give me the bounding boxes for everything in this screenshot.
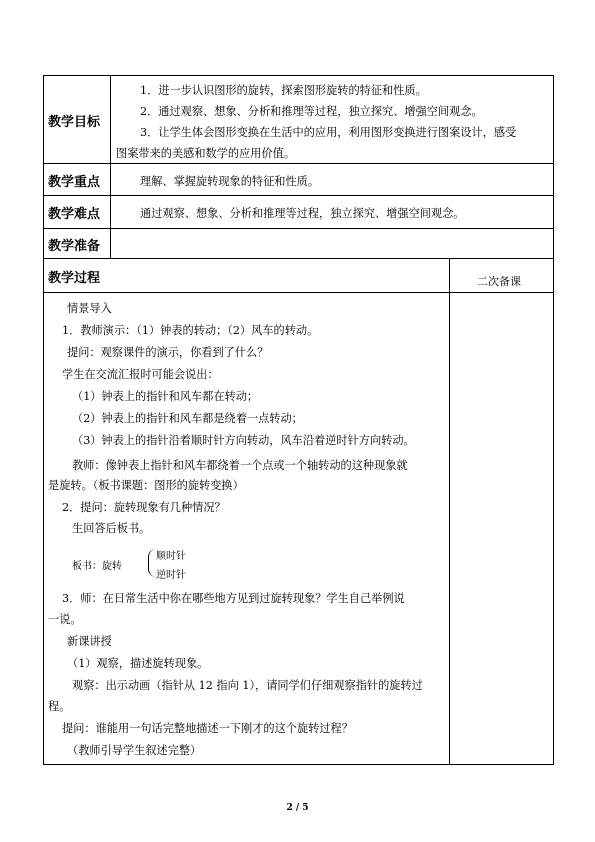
key-points-text: 理解、掌握旋转现象的特征和性质。 bbox=[140, 175, 320, 188]
table-border-top bbox=[43, 75, 553, 76]
process-line: 是旋转。（板书课题：图形的旋转变换） bbox=[48, 479, 244, 492]
process-line: 观察：出示动画（指针从 12 指向 1），请同学们仔细观察指针的旋转过 bbox=[72, 679, 423, 692]
side-column-divider bbox=[449, 258, 450, 764]
process-line: 新课讲授 bbox=[67, 635, 112, 648]
difficulties-label: 教学难点 bbox=[48, 207, 101, 222]
goal-line: 2．通过观察、想象、分析和推理等过程，独立探究、增强空间观念。 bbox=[140, 105, 483, 118]
page-number: 2 / 5 bbox=[286, 803, 309, 813]
row-divider bbox=[43, 258, 553, 259]
second-prep-label: 二次备课 bbox=[477, 275, 521, 288]
goal-line: 3．让学生体会图形变换在生活中的应用，利用图形变换进行图案设计，感受 bbox=[140, 126, 517, 139]
goal-line: 1．进一步认识图形的旋转，探索图形旋转的特征和性质。 bbox=[140, 84, 427, 97]
process-line: （2）钟表上的指针和风车都是绕着一点转动； bbox=[72, 412, 303, 425]
process-line: （1）钟表上的指针和风车都在转动； bbox=[72, 390, 259, 403]
process-line: 3．师：在日常生活中你在哪些地方见到过旋转现象？学生自己举例说 bbox=[62, 592, 405, 605]
row-divider bbox=[43, 292, 553, 293]
process-line: 提问：谁能用一句话完整地描述一下刚才的这个旋转过程？ bbox=[62, 722, 353, 735]
label-column-divider bbox=[110, 75, 111, 258]
goal-line: 图案带来的美感和数学的应用价值。 bbox=[116, 147, 296, 160]
process-line: 程。 bbox=[48, 700, 71, 713]
board-item-clockwise: 顺时针 bbox=[156, 551, 186, 562]
difficulties-text: 通过观察、想象、分析和推理等过程，独立探究、增强空间观念。 bbox=[140, 207, 465, 220]
process-line: （1）观察，描述旋转现象。 bbox=[67, 657, 209, 670]
table-border-left bbox=[43, 75, 44, 765]
process-line: 教师：像钟表上指针和风车都绕着一个点或一个轴转动的这种现象就 bbox=[72, 459, 408, 472]
table-border-right bbox=[553, 75, 554, 765]
process-line: （3）钟表上的指针沿着顺时针方向转动，风车沿着逆时针方向转动。 bbox=[72, 434, 415, 447]
key-points-label: 教学重点 bbox=[48, 175, 101, 190]
process-line: 1．教师演示：（1）钟表的转动；（2）风车的转动。 bbox=[62, 324, 319, 337]
row-divider bbox=[43, 228, 553, 229]
goals-label: 教学目标 bbox=[48, 115, 101, 130]
process-line: 一说。 bbox=[48, 613, 82, 626]
board-lead: 板书：旋转 bbox=[72, 561, 122, 572]
process-line: 2．提问：旋转现象有几种情况？ bbox=[62, 501, 226, 514]
board-item-counterclockwise: 逆时针 bbox=[156, 570, 186, 581]
board-writing bbox=[72, 544, 186, 584]
process-line: 提问：观察课件的演示，你看到了什么？ bbox=[67, 346, 269, 359]
table-border-bottom bbox=[43, 764, 553, 765]
process-line: 生回答后板书。 bbox=[72, 522, 151, 535]
row-divider bbox=[43, 163, 553, 164]
process-line: 学生在交流汇报时可能会说出： bbox=[62, 368, 219, 381]
row-divider bbox=[43, 195, 553, 196]
process-line: 情景导入 bbox=[67, 302, 112, 315]
preparation-label: 教学准备 bbox=[48, 239, 101, 254]
process-label: 教学过程 bbox=[48, 271, 101, 286]
process-line: （教师引导学生叙述完整） bbox=[67, 744, 202, 757]
